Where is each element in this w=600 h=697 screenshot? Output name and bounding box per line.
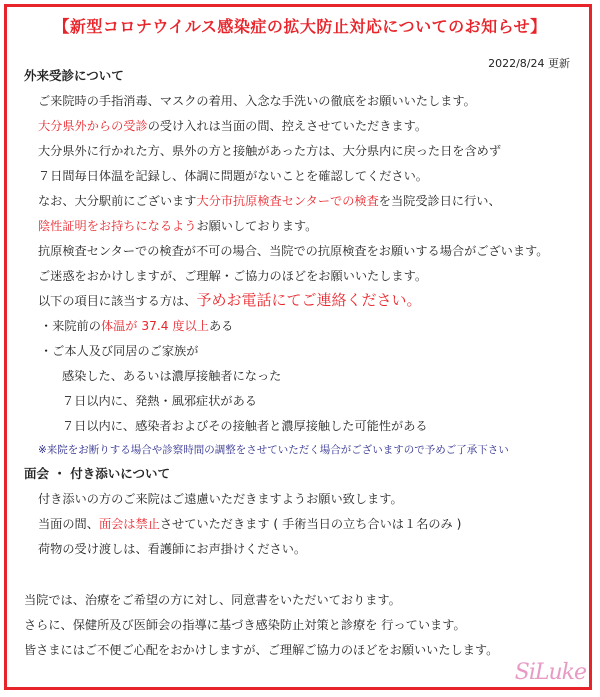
condition-family: ・ご本人及び同居のご家族が — [40, 344, 199, 358]
fever-threshold-text: 体温が 37.4 度以上 — [100, 319, 209, 333]
condition-symptoms: ７日以内に、発熱・風邪症状がある — [62, 394, 257, 408]
outpatient-line-5-pre: なお、大分駅前にございます — [38, 194, 197, 208]
update-date: 2022/8/24 更新 — [488, 57, 570, 70]
out-of-prefecture-text: 大分県外からの受診 — [38, 119, 148, 133]
outpatient-heading: 外来受診について — [24, 68, 124, 83]
outpatient-line-2-rest: の受け入れは当面の間、控えさせていただきます。 — [147, 119, 428, 133]
visit-line-1: 付き添いの方のご来院はご遠慮いただきますようお願い致します。 — [38, 492, 403, 506]
condition-contact: ７日以内に、感染者およびその接触者と濃厚接触した可能性がある — [62, 419, 428, 433]
visit-line-2 — [38, 516, 461, 532]
negative-certificate-text: 陰性証明をお持ちになるよう — [38, 219, 197, 233]
outpatient-line-5-post: を当院受診日に行い、 — [378, 194, 501, 208]
outpatient-line-9-pre: 以下の項目に該当する方は、 — [38, 294, 197, 308]
visit-line-2-post: させていただきます ( 手術当日の立ち合いは１名のみ ) — [159, 517, 462, 531]
visit-heading: 面会 ・ 付き添いについて — [24, 466, 170, 481]
refusal-note: ※来院をお断りする場合や診察時間の調整をさせていただく場合がございますので予めご了承下さい — [38, 444, 509, 456]
call-ahead-text: 予めお電話にてご連絡ください。 — [196, 291, 422, 309]
outpatient-line-3: 大分県外に行かれた方、県外の方と接触があった方は、大分県内に戻った日を含めず — [38, 144, 502, 158]
outpatient-line-1: ご来院時の手指消毒、マスクの着用、入念な手洗いの徹底をお願いいたします。 — [38, 94, 476, 108]
condition-fever — [40, 318, 233, 334]
condition-infected: 感染した、あるいは濃厚接触者になった — [62, 369, 282, 383]
outpatient-line-6 — [38, 218, 317, 234]
outpatient-line-9 — [38, 292, 421, 309]
condition-fever-post: ある — [208, 319, 234, 333]
outpatient-line-4: ７日間毎日体温を記録し、体調に問題がないことを確認してください。 — [38, 169, 428, 183]
notice-title: 【新型コロナウイルス感染症の拡大防止対応についてのお知らせ】 — [53, 17, 547, 36]
outpatient-line-2 — [38, 118, 427, 134]
visit-line-2-pre: 当面の間、 — [38, 517, 99, 531]
condition-fever-pre: ・来院前の — [40, 319, 101, 333]
outpatient-line-6-rest: お願いしております。 — [196, 219, 318, 233]
closing-line-3: 皆さまにはご不便ご心配をおかけしますが、ご理解ご協力のほどをお願いいたします。 — [24, 643, 499, 657]
antigen-center-text: 大分市抗原検査センターでの検査 — [196, 194, 379, 208]
closing-line-1: 当院では、治療をご希望の方に対し、同意書をいただいております。 — [24, 593, 401, 607]
visit-line-3: 荷物の受け渡しは、看護師にお声掛けください。 — [38, 542, 307, 556]
outpatient-line-7: 抗原検査センターでの検査が不可の場合、当院での抗原検査をお願いする場合がございます。 — [38, 244, 549, 258]
outpatient-line-8: ご迷惑をおかけしますが、ご理解・ご協力のほどをお願いいたします。 — [38, 269, 428, 283]
clinic-logo: SiLuke — [514, 660, 586, 685]
visit-prohibited-text: 面会は禁止 — [98, 517, 160, 531]
outpatient-line-5 — [38, 193, 501, 209]
closing-line-2: さらに、保健所及び医師会の指導に基づき感染防止対策と診療を 行っています。 — [24, 618, 466, 632]
